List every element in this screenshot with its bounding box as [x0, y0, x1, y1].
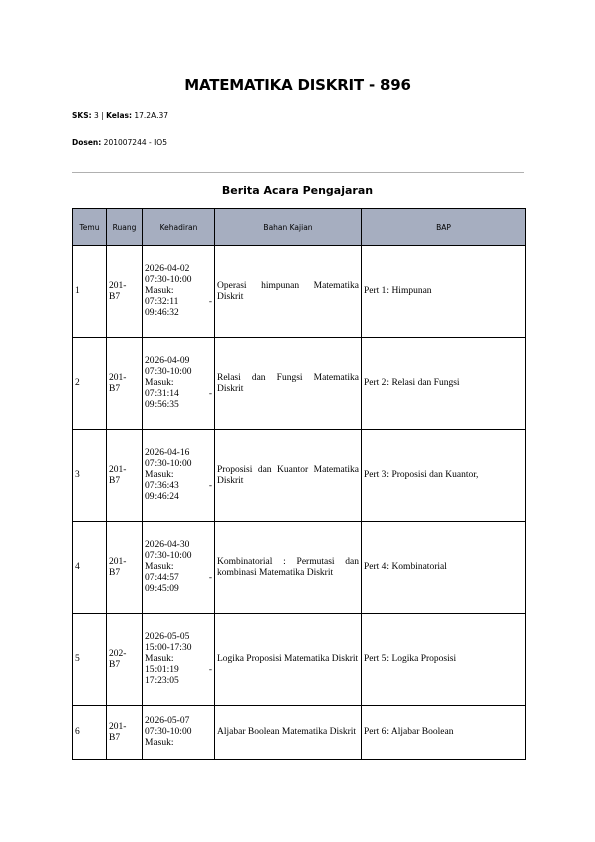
header-temu: Temu: [73, 209, 107, 246]
table-row: [73, 522, 526, 614]
cell-bap: Pert 2: Relasi dan Fungsi: [362, 338, 526, 430]
section-title: Berita Acara Pengajaran: [221, 184, 374, 197]
kelas-value: 17.2A.37: [134, 111, 169, 120]
cell-ruang: 202- B7: [107, 614, 143, 706]
cell-bahan-kajian: Proposisi dan Kuantor Matematika Diskrit: [215, 430, 362, 522]
kehadiran-time: 07:30-10:00: [145, 727, 192, 737]
cell-bahan-kajian: Logika Proposisi Matematika Diskrit: [215, 614, 362, 706]
kehadiran-masuk-time: 07:36:43: [145, 481, 179, 491]
cell-temu: 3: [73, 430, 107, 522]
lecturer-info: [72, 138, 167, 147]
cell-bahan-kajian: Kombinatorial : Permutasi dan kombinasi Matematika Diskrit: [215, 522, 362, 614]
kehadiran-masuk-label: Masuk:: [145, 378, 174, 388]
kehadiran-dash: -: [208, 573, 212, 583]
kehadiran-dash: -: [208, 481, 212, 491]
table-header-row: [73, 209, 526, 246]
cell-kehadiran: [143, 614, 215, 706]
table-row: [73, 430, 526, 522]
cell-bahan-kajian: Aljabar Boolean Matematika Diskrit: [215, 706, 362, 760]
cell-ruang: 201- B7: [107, 246, 143, 338]
cell-kehadiran: [143, 246, 215, 338]
kehadiran-masuk-time: 07:32:11: [145, 297, 179, 307]
kehadiran-date: 2026-04-30: [145, 540, 190, 550]
cell-kehadiran: [143, 706, 215, 760]
divider: [72, 172, 524, 173]
kehadiran-date: 2026-04-09: [145, 356, 190, 366]
cell-ruang: 201- B7: [107, 338, 143, 430]
dosen-label: Dosen:: [72, 138, 102, 147]
kehadiran-masuk-time: 15:01:19: [145, 665, 179, 675]
cell-temu: 4: [73, 522, 107, 614]
kehadiran-time: 07:30-10:00: [145, 275, 192, 285]
cell-kehadiran: [143, 338, 215, 430]
bap-table: [72, 208, 526, 760]
kehadiran-date: 2026-05-05: [145, 632, 190, 642]
table-row: [73, 338, 526, 430]
cell-kehadiran: [143, 430, 215, 522]
info-separator: |: [101, 111, 104, 120]
cell-bahan-kajian: Relasi dan Fungsi Matematika Diskrit: [215, 338, 362, 430]
cell-ruang: 201- B7: [107, 706, 143, 760]
kehadiran-dash: -: [208, 389, 212, 399]
kehadiran-masuk-time: 07:44:57: [145, 573, 179, 583]
kehadiran-date: 2026-04-16: [145, 448, 190, 458]
kehadiran-keluar-time: 17:23:05: [145, 676, 179, 686]
cell-temu: 2: [73, 338, 107, 430]
cell-temu: 6: [73, 706, 107, 760]
cell-kehadiran: [143, 522, 215, 614]
kehadiran-time: 07:30-10:00: [145, 551, 192, 561]
sks-label: SKS:: [72, 111, 92, 120]
cell-bap: Pert 6: Aljabar Boolean: [362, 706, 526, 760]
kehadiran-keluar-time: 09:46:24: [145, 492, 179, 502]
cell-temu: 5: [73, 614, 107, 706]
kehadiran-masuk-label: Masuk:: [145, 562, 174, 572]
kehadiran-masuk-label: Masuk:: [145, 738, 174, 748]
dosen-value: 201007244 - IO5: [103, 138, 167, 147]
kehadiran-time: 07:30-10:00: [145, 459, 192, 469]
kehadiran-keluar-time: 09:45:09: [145, 584, 179, 594]
kehadiran-masuk-label: Masuk:: [145, 286, 174, 296]
cell-bap: Pert 1: Himpunan: [362, 246, 526, 338]
cell-bahan-kajian: Operasi himpunan Matematika Diskrit: [215, 246, 362, 338]
header-bap: BAP: [362, 209, 526, 246]
course-info: [72, 111, 168, 120]
table-row: [73, 246, 526, 338]
cell-ruang: 201- B7: [107, 522, 143, 614]
cell-bap: Pert 5: Logika Proposisi: [362, 614, 526, 706]
kehadiran-time: 07:30-10:00: [145, 367, 192, 377]
table-row: [73, 706, 526, 760]
kehadiran-date: 2026-05-07: [145, 716, 190, 726]
cell-bap: Pert 4: Kombinatorial: [362, 522, 526, 614]
kehadiran-dash: -: [208, 665, 212, 675]
kehadiran-masuk-label: Masuk:: [145, 470, 174, 480]
page-title: MATEMATIKA DISKRIT - 896: [184, 76, 411, 94]
table-row: [73, 614, 526, 706]
header-ruang: Ruang: [107, 209, 143, 246]
sks-value: 3: [94, 111, 99, 120]
cell-bap: Pert 3: Proposisi dan Kuantor,: [362, 430, 526, 522]
kehadiran-time: 15:00-17:30: [145, 643, 192, 653]
kehadiran-dash: -: [208, 297, 212, 307]
kehadiran-keluar-time: 09:56:35: [145, 400, 179, 410]
header-kehadiran: Kehadiran: [143, 209, 215, 246]
kehadiran-keluar-time: 09:46:32: [145, 308, 179, 318]
cell-temu: 1: [73, 246, 107, 338]
kehadiran-masuk-time: 07:31:14: [145, 389, 179, 399]
kelas-label: Kelas:: [106, 111, 132, 120]
kehadiran-masuk-label: Masuk:: [145, 654, 174, 664]
kehadiran-date: 2026-04-02: [145, 264, 190, 274]
cell-ruang: 201- B7: [107, 430, 143, 522]
header-bahan-kajian: Bahan Kajian: [215, 209, 362, 246]
